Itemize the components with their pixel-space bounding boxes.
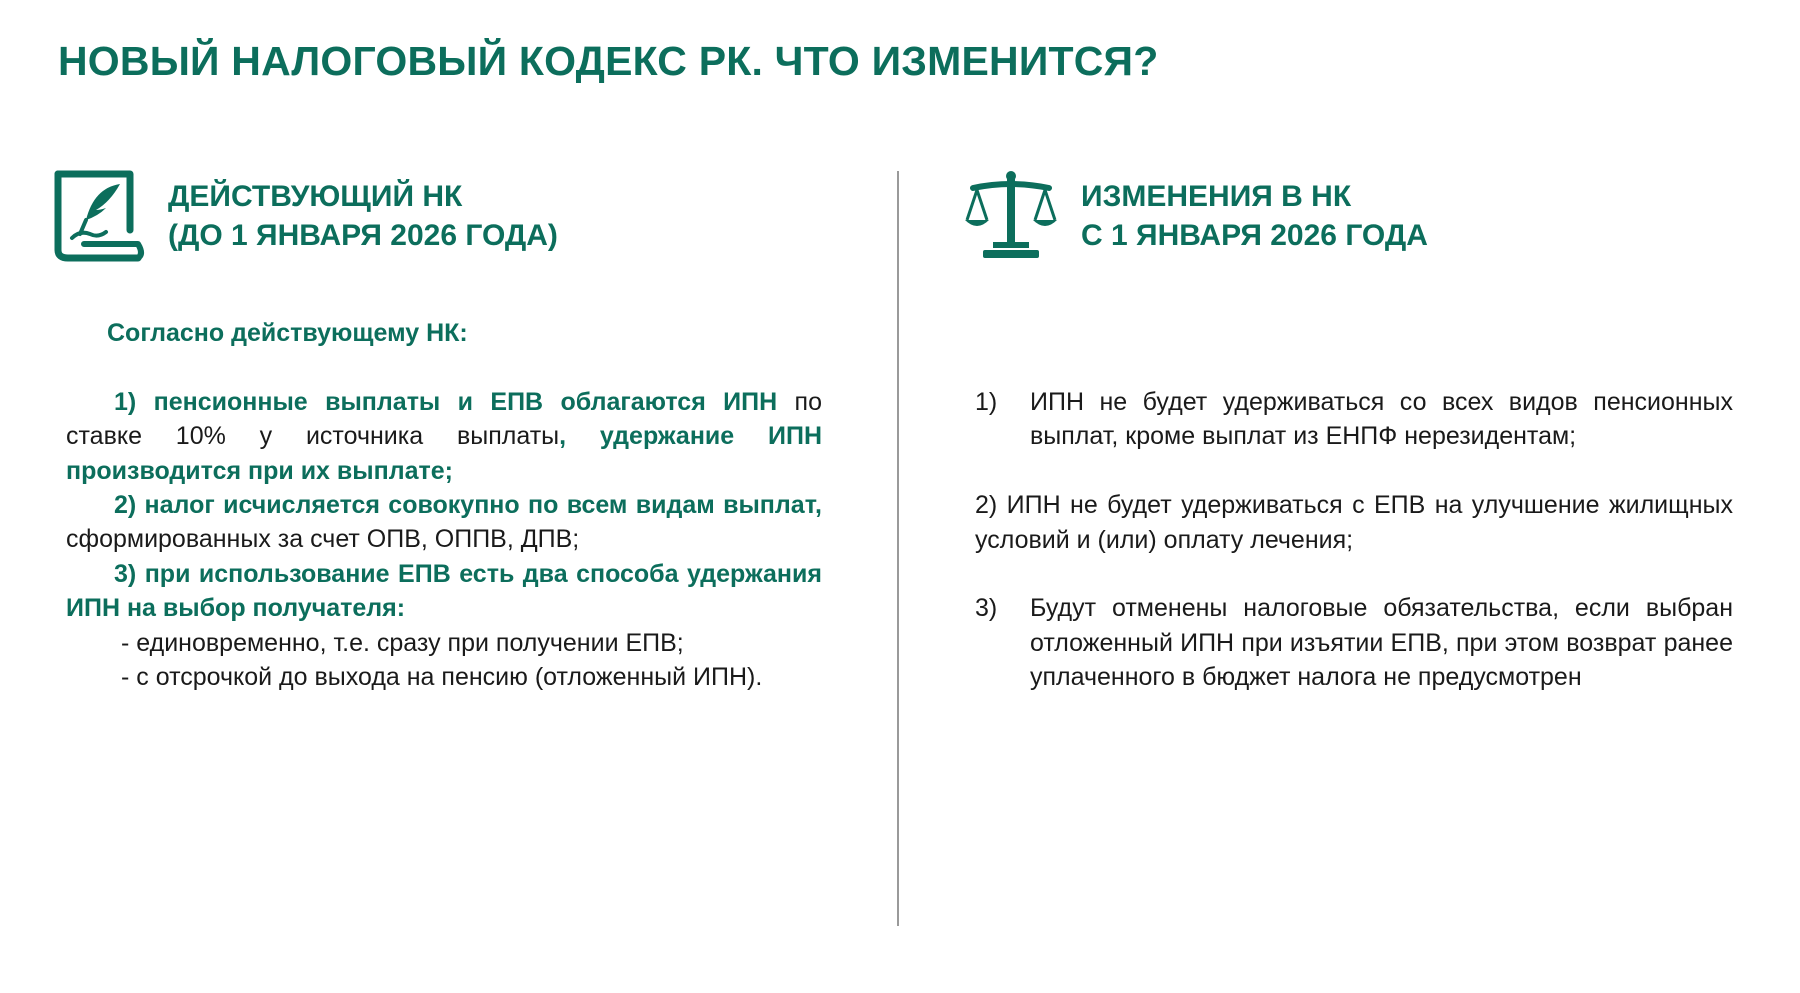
left-dash-item-1: - единовременно, т.е. сразу при получении ЕПВ; (121, 628, 684, 657)
right-item-2: 2) ИПН не будет удерживаться с ЕПВ на улучшение жилищных условий и (или) оплату лечения; (975, 491, 1733, 554)
column-divider (897, 171, 899, 926)
right-item-1-number: 1) (975, 388, 998, 416)
left-intro: Согласно действующему НК: (107, 319, 468, 347)
left-heading-line1: ДЕЙСТВУЮЩИЙ НК (168, 180, 463, 213)
right-heading-line2: С 1 ЯНВАРЯ 2026 ГОДА (1081, 219, 1428, 252)
page-title: НОВЫЙ НАЛОГОВЫЙ КОДЕКС РК. ЧТО ИЗМЕНИТСЯ? (58, 38, 1159, 84)
right-item-3 (975, 591, 1733, 694)
left-item-1-plain: по ставке 10% у источника выплаты (66, 387, 822, 451)
left-item-2 (66, 488, 822, 557)
left-column-body (66, 316, 822, 694)
right-column-heading (963, 168, 1428, 264)
left-item-2-plain: сформированных за счет ОПВ, ОППВ, ДПВ; (66, 525, 580, 554)
right-item-1-text: ИПН не будет удерживаться со всех видов пенсионных выплат, кроме выплат из ЕНПФ нерезидентам; (1030, 388, 1733, 451)
left-dash-item-2: - с отсрочкой до выхода на пенсию (отложенный ИПН). (121, 663, 763, 692)
scales-icon (963, 168, 1059, 264)
document-quill-icon (50, 168, 146, 264)
right-item-3-number: 3) (975, 594, 998, 623)
left-item-3: 3) при использование ЕПВ есть два способа удержания ИПН на выбор получателя: (66, 559, 822, 623)
left-column-heading (50, 168, 558, 264)
right-heading-line1: ИЗМЕНЕНИЯ В НК (1081, 180, 1352, 213)
left-item-1-green: 1) пенсионные выплаты и ЕПВ облагаются ИПН (114, 387, 778, 416)
left-item-1-green2: , удержание ИПН производится при их выплате; (66, 422, 823, 485)
left-item-2-green: 2) налог исчисляется совокупно по всем видам выплат, (114, 491, 822, 520)
left-item-1 (66, 385, 822, 488)
left-heading-line2: (ДО 1 ЯНВАРЯ 2026 ГОДА) (168, 219, 558, 252)
right-item-3-text: Будут отменены налоговые обязательства, если выбран отложенный ИПН при изъятии ЕПВ, при этом возврат ранее уплаченного в бюджет налога не предусмотрен (1030, 594, 1733, 692)
right-column-body (975, 385, 1733, 695)
right-item-1 (975, 385, 1733, 454)
